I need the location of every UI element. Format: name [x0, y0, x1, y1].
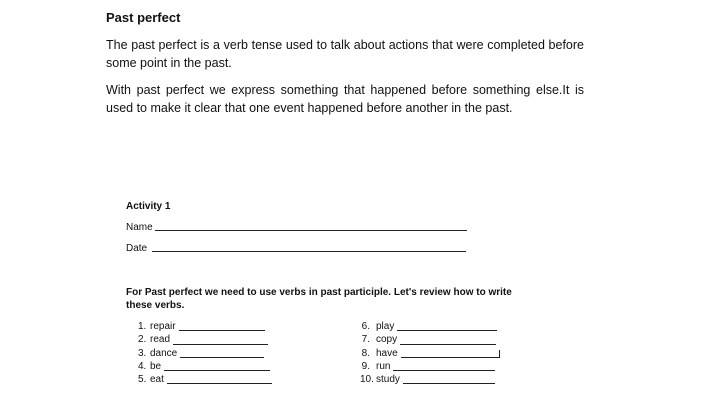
verb-word: eat — [150, 374, 164, 386]
verb-item — [138, 373, 272, 386]
verb-number: 3. — [138, 347, 147, 359]
answer-blank[interactable] — [403, 383, 495, 384]
answer-blank[interactable] — [401, 350, 500, 358]
verb-list-left — [138, 320, 272, 386]
answer-blank[interactable] — [397, 330, 497, 331]
verb-word: study — [376, 374, 400, 386]
answer-blank[interactable] — [393, 370, 495, 371]
name-field[interactable] — [126, 222, 467, 233]
verb-list-right — [360, 320, 500, 386]
verb-number: 8. — [361, 347, 370, 359]
verb-word: repair — [150, 321, 176, 332]
verb-word: be — [150, 360, 162, 372]
verb-item — [360, 347, 500, 360]
verb-item — [360, 333, 500, 346]
verb-item — [360, 373, 500, 386]
verb-item — [138, 347, 272, 360]
activity-instruction: For Past perfect we need to use verbs in past participle. Let's review how to write these verbs. — [126, 287, 512, 311]
verb-number: 7. — [361, 334, 370, 346]
verb-item — [138, 320, 272, 333]
verb-item — [360, 320, 500, 333]
verb-word: read — [150, 334, 171, 346]
verb-number: 9. — [361, 360, 370, 372]
verb-word: copy — [376, 334, 398, 346]
page-title: Past perfect — [106, 10, 181, 25]
date-label: Date — [126, 243, 148, 254]
verb-number: 2. — [138, 334, 147, 346]
answer-blank[interactable] — [180, 357, 264, 358]
answer-blank[interactable] — [400, 344, 496, 345]
answer-blank[interactable] — [167, 383, 272, 384]
answer-blank[interactable] — [164, 370, 270, 371]
verb-number: 5. — [138, 374, 147, 386]
verb-item — [138, 360, 272, 373]
verb-number: 1. — [138, 321, 147, 332]
verb-number: 4. — [138, 360, 147, 372]
name-label: Name — [126, 222, 153, 233]
verb-item — [138, 333, 272, 346]
verb-word: have — [376, 347, 398, 359]
verb-item — [360, 360, 500, 373]
activity-title: Activity 1 — [126, 201, 171, 212]
verb-word: play — [376, 321, 395, 332]
usage-paragraph: With past perfect we express something that happened before something else.It is used to make it clear that one event happened before another in the past. — [106, 83, 584, 115]
date-blank-line[interactable] — [152, 251, 466, 252]
verb-word: run — [376, 360, 391, 372]
answer-blank[interactable] — [179, 330, 265, 331]
verb-number: 10. — [360, 374, 374, 386]
answer-blank[interactable] — [173, 344, 268, 345]
verb-word: dance — [150, 347, 178, 359]
definition-paragraph: The past perfect is a verb tense used to talk about actions that were completed before some point in the past. — [106, 38, 584, 70]
date-field[interactable] — [126, 243, 466, 254]
name-blank-line[interactable] — [155, 230, 467, 231]
verb-number: 6. — [361, 321, 370, 332]
